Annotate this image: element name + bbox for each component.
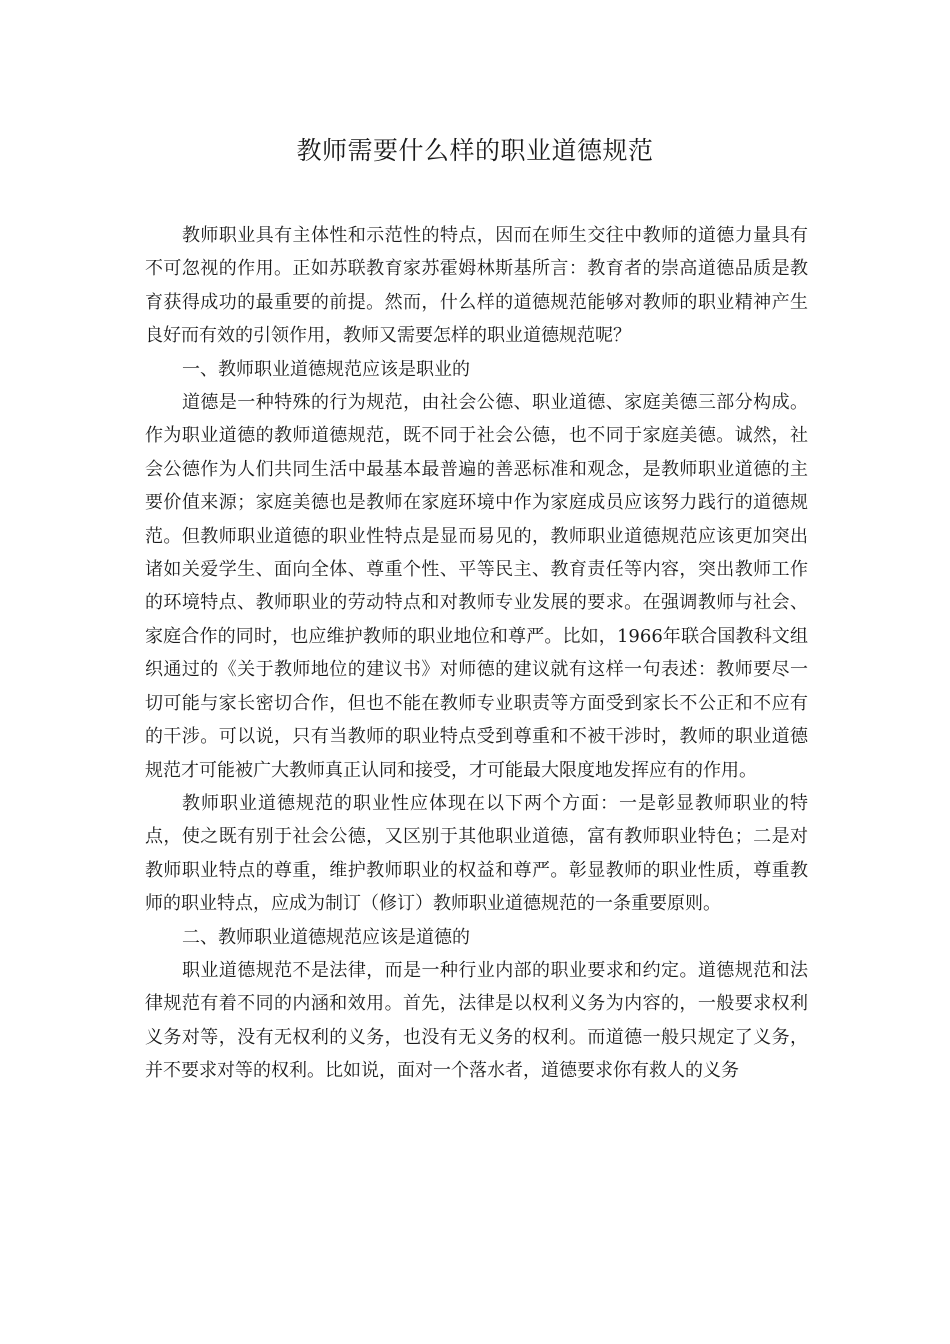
section-1-paragraph-2: 教师职业道德规范的职业性应体现在以下两个方面：一是彰显教师职业的特点，使之既有别于社会公德，又区别于其他职业道德，富有教师职业特色；二是对教师职业特点的尊重，维护教师职业的权益和尊严。彰显教师的职业性质，尊重教师的职业特点，应成为制订（修订）教师职业道德规范的一条重要原则。 xyxy=(145,792,808,915)
section-heading-1: 一、教师职业道德规范应该是职业的 xyxy=(182,358,470,380)
section-2-paragraph-1: 职业道德规范不是法律，而是一种行业内部的职业要求和约定。道德规范和法律规范有着不同的内涵和效用。首先，法律是以权利义务为内容的，一般要求权利义务对等，没有无权利的义务，也没有无义务的权利。而道德一般只规定了义务，并不要求对等的权利。比如说，面对一个落水者，道德要求你有救人的义务 xyxy=(145,959,808,1082)
document-title: 教师需要什么样的职业道德规范 xyxy=(296,136,654,165)
intro-paragraph: 教师职业具有主体性和示范性的特点，因而在师生交往中教师的道德力量具有不可忽视的作用。正如苏联教育家苏霍姆林斯基所言：教育者的崇高道德品质是教育获得成功的最重要的前提。然而，什么样的道德规范能够对教师的职业精神产生良好而有效的引领作用，教师又需要怎样的职业道德规范呢？ xyxy=(145,225,808,347)
section-1-paragraph-1: 道德是一种特殊的行为规范，由社会公德、职业道德、家庭美德三部分构成。作为职业道德的教师道德规范，既不同于社会公德，也不同于家庭美德。诚然，社会公德作为人们共同生活中最基本最普遍的善恶标准和观念，是教师职业道德的主要价值来源；家庭美德也是教师在家庭环境中作为家庭成员应该努力践行的道德规范。但教师职业道德的职业性特点是显而易见的，教师职业道德规范应该更加突出诸如关爱学生、面向全体、尊重个性、平等民主、教育责任等内容，突出教师工作的环境特点、教师职业的劳动特点和对教师专业发展的要求。在强调教师与社会、家庭合作的同时，也应维护教师的职业地位和尊严。比如，1966年联合国教科文组织通过的《关于教师地位的建议书》对师德的建议就有这样一句表述：教师要尽一切可能与家长密切合作，但也不能在教师专业职责等方面受到家长不公正和不应有的干涉。可以说，只有当教师的职业特点受到尊重和不被干涉时，教师的职业道德规范才可能被广大教师真正认同和接受，才可能最大限度地发挥应有的作用。 xyxy=(145,392,808,781)
document-body xyxy=(145,219,808,1088)
section-heading-2: 二、教师职业道德规范应该是道德的 xyxy=(182,926,470,948)
